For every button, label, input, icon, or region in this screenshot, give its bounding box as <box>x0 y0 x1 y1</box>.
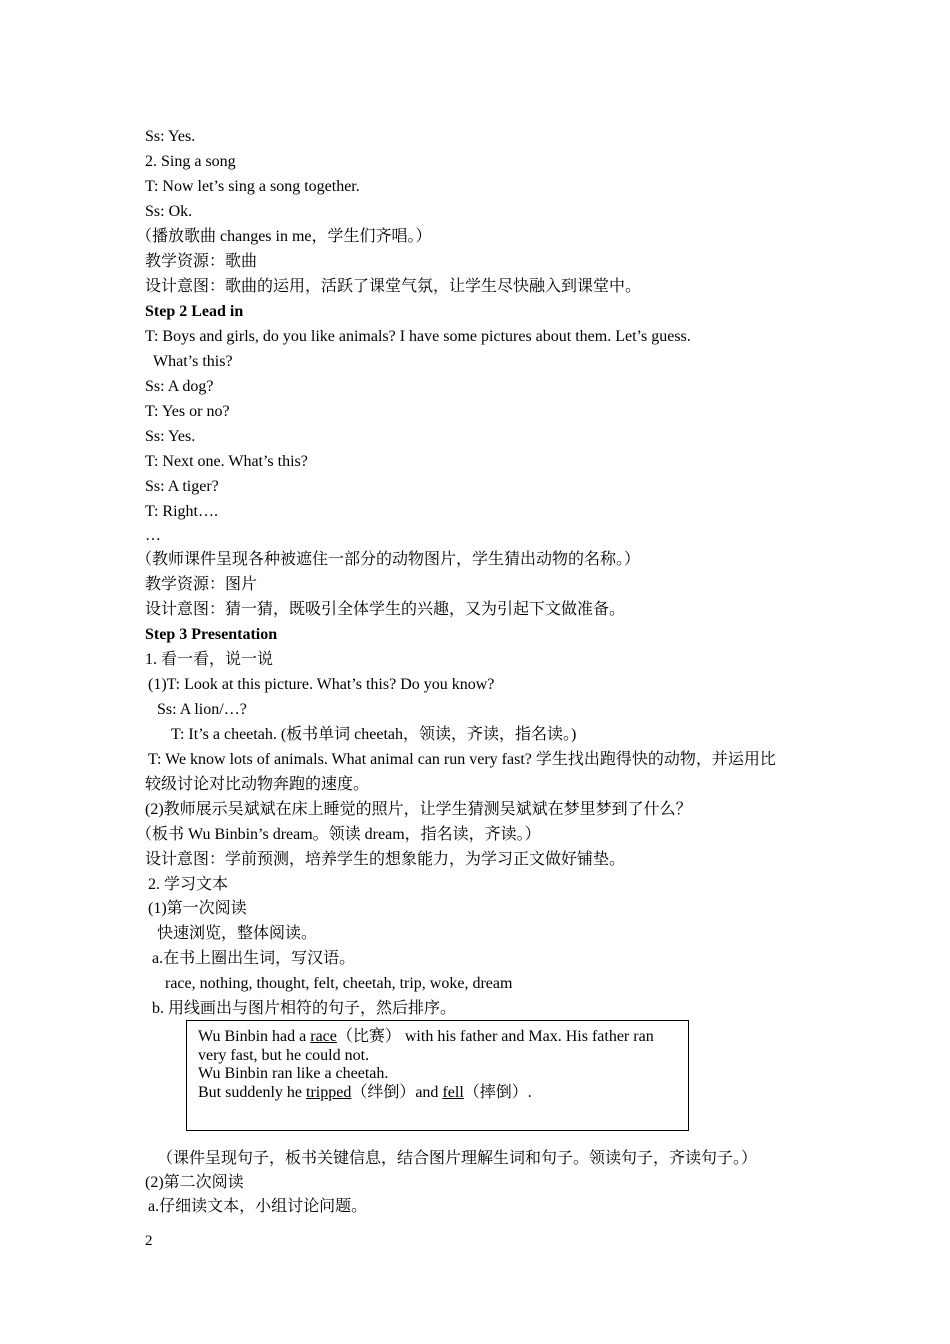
text-line: … <box>145 527 161 544</box>
text-line: 设计意图：猜一猜，既吸引全体学生的兴趣，又为引起下文做准备。 <box>145 601 626 618</box>
box-line: Wu Binbin had a race（比赛） with his father and Max. His father ran <box>198 1028 654 1045</box>
text-line: （板书 Wu Binbin’s dream。领读 dream，指名读，齐读。） <box>136 826 541 843</box>
text-line: T: Next one. What’s this? <box>145 453 308 470</box>
text-line: 2. Sing a song <box>145 153 236 170</box>
text-line: race, nothing, thought, felt, cheetah, trip, woke, dream <box>165 975 513 992</box>
text-line: T: It’s a cheetah. (板书单词 cheetah，领读，齐读，指名读。) <box>171 726 577 743</box>
text-line: 教学资源：图片 <box>145 576 258 593</box>
text-line: 设计意图：歌曲的运用，活跃了课堂气氛，让学生尽快融入到课堂中。 <box>145 278 642 295</box>
underlined-word: fell <box>442 1084 464 1101</box>
text-line: （播放歌曲 changes in me，学生们齐唱。） <box>136 228 432 245</box>
underlined-word: race <box>310 1028 337 1045</box>
text-line: Ss: A tiger? <box>145 478 219 495</box>
text-line: 设计意图：学前预测，培养学生的想象能力，为学习正文做好铺垫。 <box>145 851 626 868</box>
page-number: 2 <box>145 1233 153 1249</box>
text-line: Ss: A dog? <box>145 378 214 395</box>
text-line: T: We know lots of animals. What animal can run very fast? 学生找出跑得快的动物，并运用比 <box>148 751 776 768</box>
text-line: 2. 学习文本 <box>148 876 229 893</box>
text-line: a.在书上圈出生词，写汉语。 <box>152 950 356 967</box>
underlined-word: tripped <box>306 1084 352 1101</box>
text-line: 快速浏览，整体阅读。 <box>157 925 318 942</box>
text-line: （教师课件呈现各种被遮住一部分的动物图片，学生猜出动物的名称。） <box>136 551 641 568</box>
sentence-box <box>186 1020 689 1131</box>
text-line: 教学资源：歌曲 <box>145 253 258 270</box>
text-line: 1. 看一看，说一说 <box>145 651 274 668</box>
box-line: Wu Binbin ran like a cheetah. <box>198 1065 389 1082</box>
text-line: b. 用线画出与图片相符的句子，然后排序。 <box>152 1000 457 1017</box>
text-line: (2)教师展示吴斌斌在床上睡觉的照片，让学生猜测吴斌斌在梦里梦到了什么？ <box>145 801 692 818</box>
text-line: Ss: Ok. <box>145 203 193 220</box>
text-line: T: Right…. <box>145 503 218 520</box>
text-line: Ss: Yes. <box>145 128 196 145</box>
text-line: （课件呈现句子，板书关键信息，结合图片理解生词和句子。领读句子，齐读句子。） <box>157 1150 758 1167</box>
section-heading: Step 2 Lead in <box>145 303 244 320</box>
text-line: What’s this? <box>153 353 233 370</box>
section-heading: Step 3 Presentation <box>145 626 278 643</box>
text-line: (2)第二次阅读 <box>145 1174 244 1191</box>
text-line: a.仔细读文本，小组讨论问题。 <box>148 1198 368 1215</box>
text-line: T: Yes or no? <box>145 403 230 420</box>
text-line: Ss: A lion/…? <box>157 701 247 718</box>
text-line: T: Now let’s sing a song together. <box>145 178 360 195</box>
box-line: But suddenly he tripped（绊倒）and fell（摔倒）. <box>198 1084 532 1101</box>
text-line: Ss: Yes. <box>145 428 196 445</box>
text-line: (1)第一次阅读 <box>148 900 247 917</box>
box-line: very fast, but he could not. <box>198 1047 370 1064</box>
text-line: T: Boys and girls, do you like animals? I have some pictures about them. Let’s guess. <box>145 328 691 345</box>
text-line: (1)T: Look at this picture. What’s this? Do you know? <box>148 676 495 693</box>
text-line: 较级讨论对比动物奔跑的速度。 <box>145 776 370 793</box>
